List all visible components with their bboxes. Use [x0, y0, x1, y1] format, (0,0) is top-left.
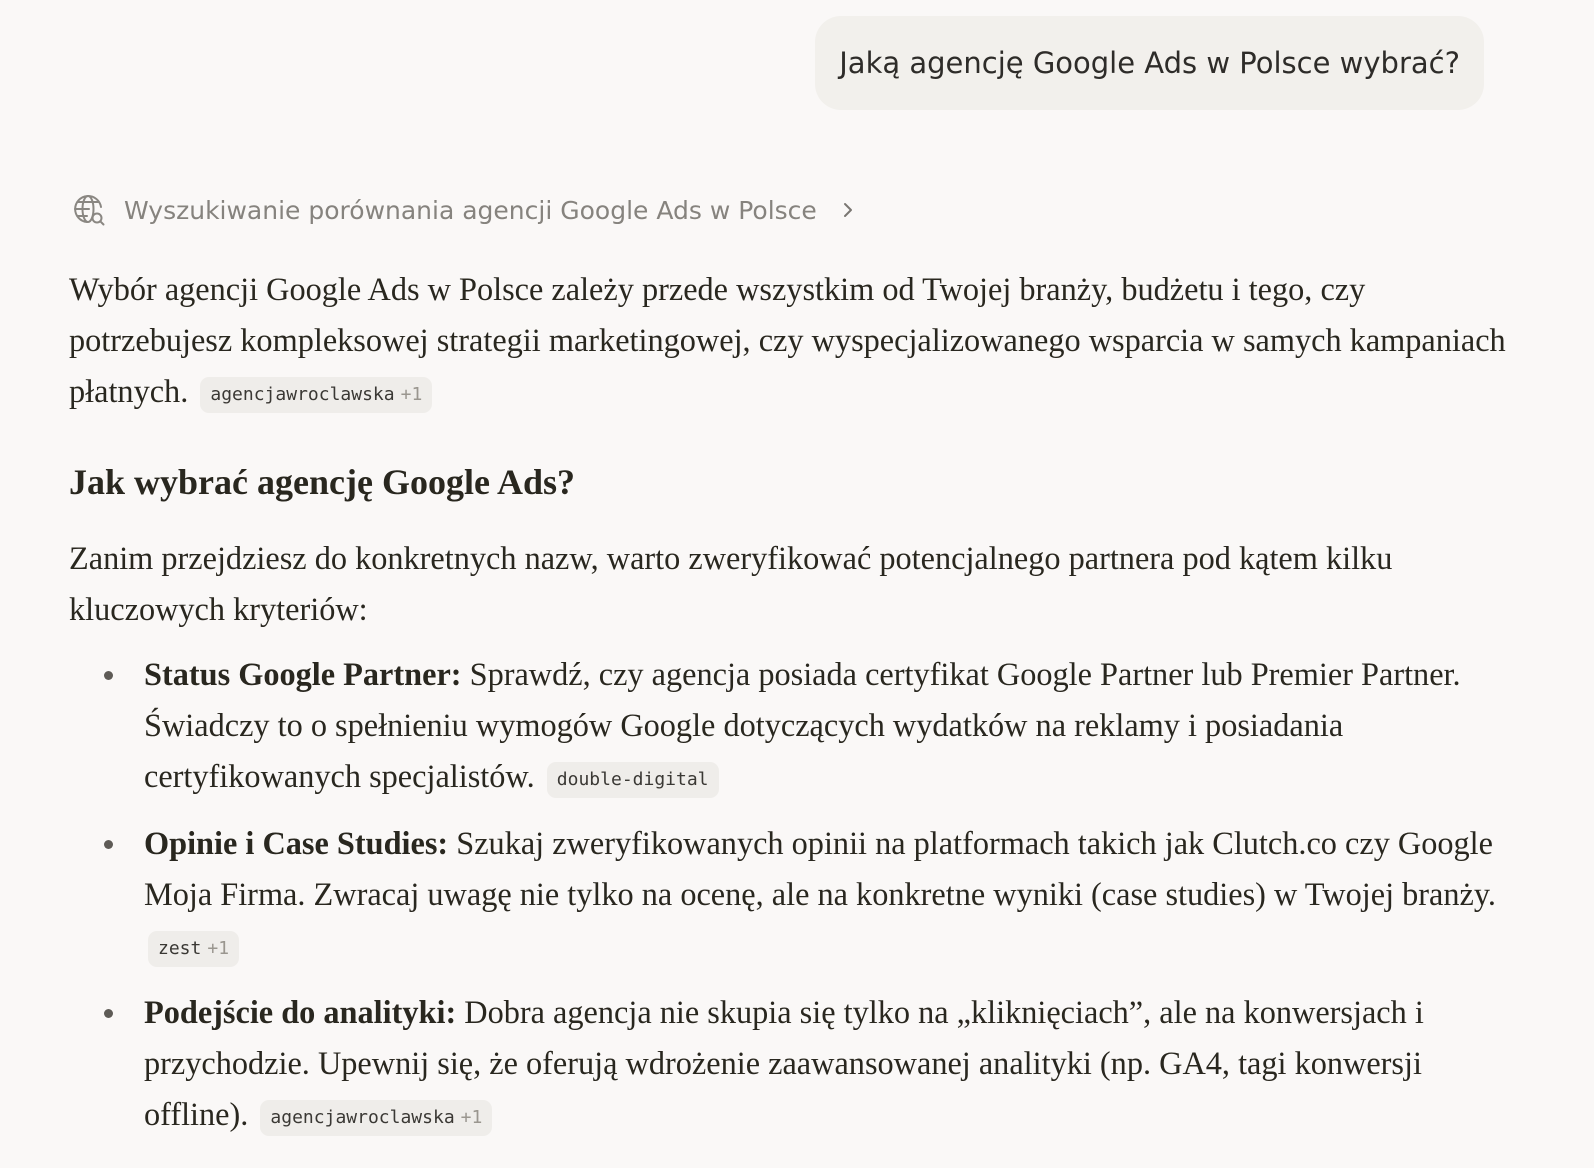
- citation-source: agencjawroclawska: [270, 1107, 455, 1128]
- list-item-title: Status Google Partner:: [144, 656, 462, 692]
- criteria-list: [69, 649, 1529, 1140]
- user-message-bubble: [815, 16, 1484, 110]
- globe-search-icon: [70, 191, 108, 229]
- citation-chip[interactable]: [200, 377, 432, 413]
- list-item-text: Szukaj zweryfikowanych opinii na platformach takich jak Clutch.co czy Google Moja Firma. Zwracaj uwagę nie tylko na ocenę, ale na konkretne wyniki (case studies) w Twojej branży.: [144, 825, 1496, 912]
- bullet-dot: [104, 840, 113, 849]
- bullet-dot: [104, 1009, 113, 1018]
- answer-intro-text: Wybór agencji Google Ads w Polsce zależy przede wszystkim od Twojej branży, budżetu i tego, czy potrzebujesz kompleksowej strategii marketingowej, czy wyspecjalizowanego wsparcia w samych kampaniach płatnych.: [69, 271, 1506, 409]
- citation-source: double-digital: [556, 769, 709, 790]
- list-item: [144, 649, 1529, 802]
- citation-more-count: +1: [460, 1107, 483, 1128]
- answer-intro-paragraph: [69, 264, 1529, 417]
- list-item: [144, 818, 1529, 971]
- list-item: [144, 987, 1529, 1140]
- section-lead-paragraph: Zanim przejdziesz do konkretnych nazw, warto zweryfikować potencjalnego partnera pod kątem kilku kluczowych kryteriów:: [69, 540, 1393, 627]
- search-step-label: Wyszukiwanie porównania agencji Google Ads w Polsce: [124, 195, 817, 225]
- citation-chip[interactable]: [148, 931, 239, 967]
- search-step-row[interactable]: [70, 190, 859, 230]
- assistant-answer: [69, 264, 1529, 1156]
- list-item-title: Podejście do analityki:: [144, 994, 457, 1030]
- bullet-dot: [104, 671, 113, 680]
- list-item-text: Sprawdź, czy agencja posiada certyfikat Google Partner lub Premier Partner. Świadczy to o spełnieniu wymogów Google dotyczących wydatków na reklamy i posiadania certyfikowanych specjalistów.: [144, 656, 1461, 794]
- user-message-text: Jaką agencję Google Ads w Polsce wybrać?: [839, 46, 1460, 80]
- citation-chip[interactable]: [547, 762, 719, 798]
- section-heading: Jak wybrać agencję Google Ads?: [69, 462, 575, 502]
- chevron-right-icon: [837, 199, 859, 221]
- list-item-text: Dobra agencja nie skupia się tylko na „kliknięciach”, ale na konwersjach i przychodzie. Upewnij się, że oferują wdrożenie zaawansowanej analityki (np. GA4, tagi konwersji offline).: [144, 994, 1424, 1132]
- citation-more-count: +1: [207, 938, 230, 959]
- citation-more-count: +1: [400, 384, 423, 405]
- citation-source: agencjawroclawska: [210, 384, 395, 405]
- list-item-title: Opinie i Case Studies:: [144, 825, 449, 861]
- citation-source: zest: [158, 938, 202, 959]
- citation-chip[interactable]: [260, 1100, 492, 1136]
